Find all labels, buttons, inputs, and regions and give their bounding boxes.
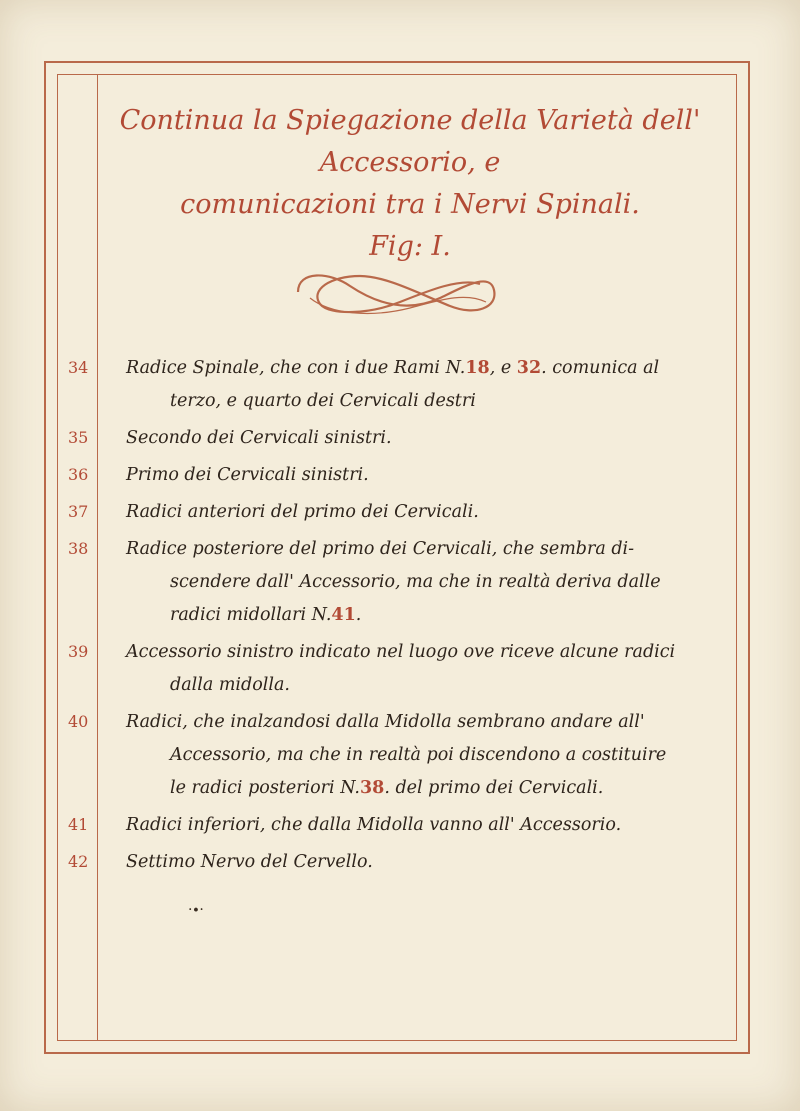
entry-text: radici midollari N. — [170, 605, 332, 625]
entry-number: 34 — [68, 358, 89, 377]
entry-line: Accessorio, ma che in realtà poi discendono a costituire — [170, 745, 667, 765]
entry-38 — [60, 533, 720, 632]
entry-line: Primo dei Cervicali sinistri. — [126, 465, 369, 485]
entry-line: Radici, che inalzandosi dalla Midolla sembrano andare all' — [126, 712, 645, 732]
entry-text: , e — [489, 358, 512, 378]
title-line-1: Continua la Spiegazione della Varietà dell' Accessorio, e — [119, 105, 701, 178]
entry-line — [60, 599, 720, 632]
reference-number: 32 — [516, 358, 542, 378]
title-line-2: comunicazioni tra i Nervi Spinali. — [180, 189, 640, 220]
entry-34 — [60, 352, 720, 418]
entry-39 — [60, 636, 720, 702]
entry-text: . — [355, 605, 362, 625]
reference-number: 41 — [331, 605, 356, 625]
page-title — [100, 100, 720, 268]
entry-line: Radice posteriore del primo dei Cervicali, che sembra di- — [126, 539, 635, 559]
entry-line: Radici inferiori, che dalla Midolla vanno all' Accessorio. — [126, 815, 622, 835]
entry-line: scendere dall' Accessorio, ma che in realtà deriva dalle — [170, 572, 661, 592]
entry-number: 40 — [68, 712, 89, 731]
entry-42 — [60, 846, 720, 879]
reference-number: 18 — [465, 358, 490, 378]
entry-number: 39 — [68, 642, 89, 661]
entry-line: Secondo dei Cervicali sinistri. — [126, 428, 392, 448]
entry-37 — [60, 496, 720, 529]
entry-number: 35 — [68, 428, 89, 447]
entry-line — [60, 772, 720, 805]
entry-36 — [60, 459, 720, 492]
entry-number: 36 — [68, 465, 89, 484]
reference-number: 38 — [359, 778, 385, 798]
flourish-ornament-icon — [290, 262, 502, 324]
entry-line — [60, 352, 720, 385]
entry-line: Settimo Nervo del Cervello. — [126, 852, 373, 872]
entry-41 — [60, 809, 720, 842]
entry-line: terzo, e quarto dei Cervicali destri — [170, 391, 476, 411]
entry-number: 41 — [68, 815, 89, 834]
figure-label: Fig: I. — [369, 231, 451, 262]
entry-number: 37 — [68, 502, 89, 521]
entry-number: 42 — [68, 852, 89, 871]
ink-speck-icon: ·∙· — [188, 902, 204, 918]
entry-line: dalla midolla. — [170, 675, 290, 695]
entry-list — [60, 352, 720, 883]
entry-text: le radici posteriori N. — [170, 778, 360, 798]
entry-35 — [60, 422, 720, 455]
entry-line: Radici anteriori del primo dei Cervicali. — [126, 502, 479, 522]
entry-number: 38 — [68, 539, 89, 558]
entry-line: Accessorio sinistro indicato nel luogo ove riceve alcune radici — [126, 642, 676, 662]
entry-40 — [60, 706, 720, 805]
entry-text: . del primo dei Cervicali. — [384, 778, 604, 798]
entry-text: . comunica al — [541, 358, 660, 378]
entry-text: Radice Spinale, che con i due Rami N. — [126, 358, 466, 378]
